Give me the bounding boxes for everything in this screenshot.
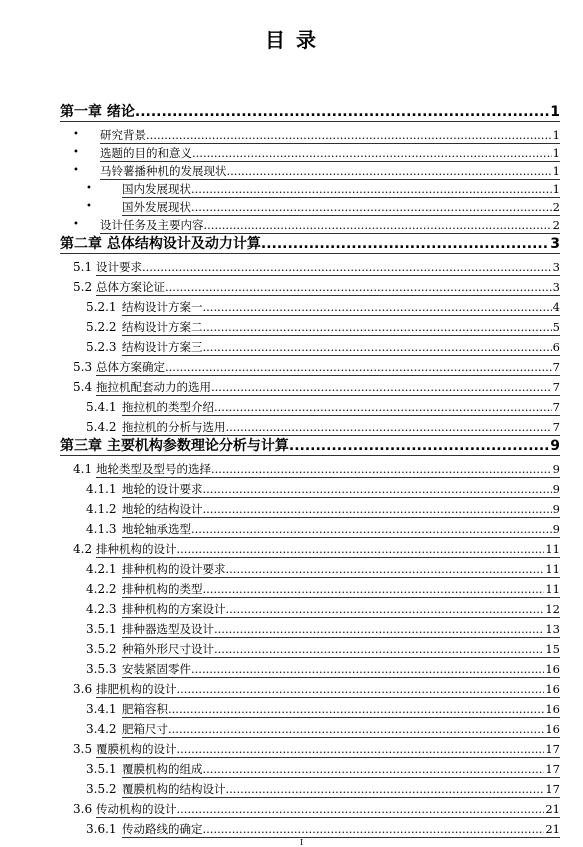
dot-leader [177,741,545,758]
toc-entry-title: 设计要求 [96,260,142,274]
toc-page-number: 13 [545,622,560,636]
toc-page-number: 5 [552,320,560,334]
toc-entry-title: 第三章 主要机构参数理论分析与计算 [60,438,289,454]
toc-link[interactable] [122,196,560,216]
toc-number: 3.6 [73,802,93,816]
toc-number: 5.4.1 [86,400,117,414]
toc-link[interactable] [60,234,560,254]
toc-link[interactable] [100,124,560,144]
toc-row [0,436,583,456]
toc-link[interactable] [122,718,560,738]
toc-link[interactable] [96,376,560,396]
toc-page-number: 1 [552,164,560,178]
toc-entry-title: 种箱外形尺寸设计 [122,642,214,656]
toc-number: 3.5.1 [86,622,117,636]
toc-row [0,538,583,558]
toc-entry-title: 排种机构的设计要求 [122,562,226,576]
dot-leader [165,359,552,376]
toc-link[interactable] [122,638,560,658]
toc-link[interactable] [96,678,560,698]
toc-number: 3.6 [73,682,93,696]
toc-row [0,578,583,598]
dot-leader [214,641,544,658]
dot-leader [261,235,549,254]
toc-entry-title: 传动路线的确定 [122,822,203,836]
toc-number: 4.1.2 [86,502,117,516]
toc-row [0,498,583,518]
toc-entry-title: 排种机构的设计 [96,542,177,556]
dot-leader [177,541,545,558]
toc-link[interactable] [122,416,560,436]
toc-entry-title: 排种机构的方案设计 [122,602,226,616]
toc-page-number: 17 [545,742,560,756]
toc-row [0,276,583,296]
toc-link[interactable] [96,458,560,478]
toc-page-number: 3 [550,236,560,252]
toc-link[interactable] [122,618,560,638]
dot-leader [203,581,545,598]
dot-leader [135,103,549,122]
dot-leader [204,217,552,234]
dot-leader [191,521,552,538]
toc-number: 3.5.2 [86,642,117,656]
dot-leader [203,481,552,498]
toc-page-number: 21 [545,822,560,836]
toc-entry-title: 覆膜机构的结构设计 [122,782,226,796]
toc-entry-title: 拖拉机的类型介绍 [122,400,214,414]
toc-link[interactable] [96,256,560,276]
toc-entry-title: 结构设计方案三 [122,340,203,354]
toc-page-number: 16 [545,702,560,716]
toc-row [0,416,583,436]
toc-entry-title: 第二章 总体结构设计及动力计算 [60,236,261,252]
toc-entry-title: 地轮的设计要求 [122,482,203,496]
toc-page-number: 12 [545,602,560,616]
toc-entry-title: 国外发展现状 [122,200,191,214]
toc-row [0,518,583,538]
toc-link[interactable] [122,178,560,198]
toc-link[interactable] [122,698,560,718]
dot-leader [168,701,544,718]
toc-page-number: 1 [550,104,560,120]
toc-page-number: 16 [545,722,560,736]
toc-number: 3.4.1 [86,702,117,716]
toc-page-number: 3 [552,280,560,294]
toc-link[interactable] [122,778,560,798]
dot-leader [203,821,545,838]
toc-page-number: 7 [552,400,560,414]
toc-page-number: 9 [552,482,560,496]
toc-row [0,256,583,276]
toc-number: 4.1.1 [86,482,117,496]
toc-entry-title: 安装紧固零件 [122,662,191,676]
toc-entry-title: 总体方案论证 [96,280,165,294]
toc-row [0,458,583,478]
toc-link[interactable] [122,818,560,838]
toc-row [0,678,583,698]
toc-page-number: 6 [552,340,560,354]
toc-link[interactable] [96,356,560,376]
toc-entry-title: 覆膜机构的组成 [122,762,203,776]
toc-row [0,376,583,396]
toc-row [0,478,583,498]
dot-leader [191,661,544,678]
toc-link[interactable] [100,160,560,180]
dot-leader [168,721,544,738]
toc-entry-title: 研究背景 [100,128,146,142]
dot-leader [203,319,552,336]
toc-row [0,296,583,316]
toc-row [0,196,583,216]
toc-link[interactable] [122,336,560,356]
toc-page-number: 11 [545,542,560,556]
dot-leader [142,259,552,276]
toc-entry-title: 拖拉机配套动力的选用 [96,380,211,394]
toc-link[interactable] [100,142,560,162]
toc-page-number: 16 [545,682,560,696]
toc-entry-title: 结构设计方案一 [122,300,203,314]
toc-link[interactable] [122,558,560,578]
toc-row [0,396,583,416]
toc-entry-title: 地轮类型及型号的选择 [96,462,211,476]
dot-leader [226,561,545,578]
toc-row [0,618,583,638]
toc-row [0,738,583,758]
toc-row [0,336,583,356]
dot-leader [165,279,552,296]
toc-row [0,124,583,144]
toc-row [0,778,583,798]
dot-leader [177,801,545,818]
toc-entry-title: 排肥机构的设计 [96,682,177,696]
toc-entry-title: 设计任务及主要内容 [100,218,204,232]
toc-row [0,316,583,336]
toc-row [0,658,583,678]
toc-link[interactable] [122,658,560,678]
toc-page-number: 7 [552,360,560,374]
bullet-icon: • [86,201,92,212]
bullet-icon: • [73,129,79,140]
toc-page-number: 4 [552,300,560,314]
toc-page-number: 17 [545,782,560,796]
toc-number: 5.1 [73,260,93,274]
toc-entry-title: 排种机构的类型 [122,582,203,596]
toc-link[interactable] [96,276,560,296]
toc-page-number: 1 [552,146,560,160]
toc-entry-title: 马铃薯播种机的发展现状 [100,164,227,178]
toc-link[interactable] [122,598,560,618]
toc-link[interactable] [122,396,560,416]
dot-leader [203,339,552,356]
toc-link[interactable] [100,214,560,234]
page-title: 目 录 [265,28,318,52]
toc-number: 3.5.1 [86,762,117,776]
toc-entry-title: 肥箱容积 [122,702,168,716]
toc-row [0,142,583,162]
toc-page-number: 1 [552,128,560,142]
dot-leader [289,437,549,456]
dot-leader [226,419,552,436]
toc-page-number: 1 [552,182,560,196]
toc-entry-title: 排种器选型及设计 [122,622,214,636]
toc-link[interactable] [122,758,560,778]
toc-number: 5.4.2 [86,420,117,434]
toc-page-number: 9 [552,462,560,476]
dot-leader [226,601,545,618]
toc-row [0,758,583,778]
toc-row [0,356,583,376]
toc-page-number: 2 [552,200,560,214]
toc-row [0,160,583,180]
toc-link[interactable] [60,102,560,122]
toc-link[interactable] [122,518,560,538]
dot-leader [211,461,552,478]
toc-entry-title: 地轮轴承选型 [122,522,191,536]
toc-number: 3.5.3 [86,662,117,676]
toc-row [0,718,583,738]
toc-row [0,178,583,198]
footer-page-number: I [300,838,304,847]
toc-entry-title: 选题的目的和意义 [100,146,192,160]
toc-entry-title: 总体方案确定 [96,360,165,374]
toc-entry-title: 传动机构的设计 [96,802,177,816]
toc-page-number: 7 [552,420,560,434]
toc-page-number: 2 [552,218,560,232]
toc-link[interactable] [122,498,560,518]
toc-row [0,214,583,234]
toc-page-number: 9 [552,522,560,536]
toc-number: 5.2.3 [86,340,117,354]
toc-link[interactable] [96,798,560,818]
dot-leader [203,761,545,778]
toc-page-number: 9 [552,502,560,516]
toc-number: 5.4 [73,380,93,394]
toc-number: 3.5.2 [86,782,117,796]
toc-number: 4.2.2 [86,582,117,596]
toc-entry-title: 肥箱尺寸 [122,722,168,736]
toc-row [0,102,583,122]
toc-page-number: 16 [545,662,560,676]
toc-row [0,558,583,578]
dot-leader [214,621,544,638]
toc-number: 3.5 [73,742,93,756]
dot-leader [211,379,552,396]
bullet-icon: • [73,165,79,176]
toc-row [0,818,583,838]
toc-number: 3.4.2 [86,722,117,736]
dot-leader [226,781,545,798]
toc-number: 5.2 [73,280,93,294]
toc-page-number: 11 [545,562,560,576]
toc-row [0,798,583,818]
toc-entry-title: 国内发展现状 [122,182,191,196]
toc-link[interactable] [60,436,560,456]
toc-link[interactable] [96,538,560,558]
dot-leader [203,299,552,316]
toc-link[interactable] [122,478,560,498]
toc-page-number: 15 [545,642,560,656]
toc-number: 3.6.1 [86,822,117,836]
toc-row [0,234,583,254]
toc-entry-title: 拖拉机的分析与选用 [122,420,226,434]
toc-entry-title: 第一章 绪论 [60,104,135,120]
toc-number: 5.2.2 [86,320,117,334]
bullet-icon: • [73,147,79,158]
toc-row [0,698,583,718]
toc-number: 4.2.3 [86,602,117,616]
toc-page-number: 7 [552,380,560,394]
toc-page-number: 17 [545,762,560,776]
dot-leader [214,399,552,416]
toc-entry-title: 地轮的结构设计 [122,502,203,516]
toc-entry-title: 结构设计方案二 [122,320,203,334]
toc-link[interactable] [122,296,560,316]
toc-page-number: 9 [550,438,560,454]
toc-page-number: 11 [545,582,560,596]
toc-page-number: 21 [545,802,560,816]
toc-page-number: 3 [552,260,560,274]
toc-number: 5.2.1 [86,300,117,314]
dot-leader [203,501,552,518]
bullet-icon: • [73,219,79,230]
toc-number: 4.2.1 [86,562,117,576]
toc-number: 4.2 [73,542,93,556]
toc-entry-title: 覆膜机构的设计 [96,742,177,756]
bullet-icon: • [86,183,92,194]
toc-link[interactable] [96,738,560,758]
toc-link[interactable] [122,316,560,336]
toc-link[interactable] [122,578,560,598]
toc-row [0,638,583,658]
toc-number: 5.3 [73,360,93,374]
dot-leader [177,681,545,698]
toc-number: 4.1 [73,462,93,476]
toc-number: 4.1.3 [86,522,117,536]
toc-row [0,598,583,618]
